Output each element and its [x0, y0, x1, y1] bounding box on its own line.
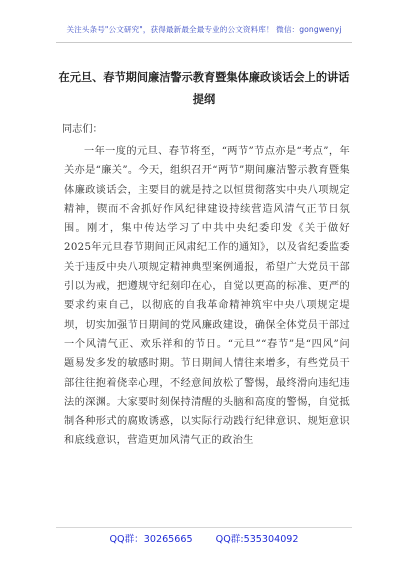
body-paragraph: 一年一度的元旦、春节将至，“两节”节点亦是“考点”，年关亦是“廉关”。今天，组织召开“两节”期间廉洁警示教育暨集体廉政谈话会，主要目的就是持之以恒贯彻落实中央八项规定精神，锲而不舍抓好作风纪律建设持续营造风清气正节日氛围。刚才，集中传达学习了中共中央纪委印发《关于做好2025年元旦春节期间正风肃纪工作的通知》，以及省纪委监委关于违反中央八项规定精神典型案例通报，希望广大党员干部引以为戒，把遵规守纪刻印在心，自觉以更高的标准、更严的要求约束自己，以彻底的自我革命精神筑牢中央八项规定堤坝，切实加强节日期间的党风廉政建设，确保全体党员干部过一个风清气正、欢乐祥和的节日。“元旦”“春节”是“四风”问题易发多发的敏感时期。节日期间人情往来增多，有些党员干部往往抱着侥幸心理，不经意间放松了警惕，最终滑向违纪违法的深渊。大家要时刻保持清醒的头脑和高度的警惕，自觉抵制各种形式的腐败诱惑，以实际行动践行纪律意识、规矩意识和底线意识，营造更加风清气正的政治生 [64, 146, 350, 447]
header-divider [56, 42, 352, 43]
header-promo-note: 关注头条号"公文研究"，获得最新最全最专业的公文资料库！ 微信：gongwenyj [66, 25, 342, 34]
footer-qq-group-2: QQ群:535304092 [215, 534, 299, 545]
salutation: 同志们： [62, 124, 103, 135]
document-title: 在元旦、春节期间廉洁警示教育暨集体廉政谈话会上的讲话提纲 [58, 70, 350, 106]
footer-divider [56, 527, 352, 528]
footer-contacts [0, 531, 408, 545]
footer-qq-group-1: QQ群：30265665 [109, 534, 193, 545]
